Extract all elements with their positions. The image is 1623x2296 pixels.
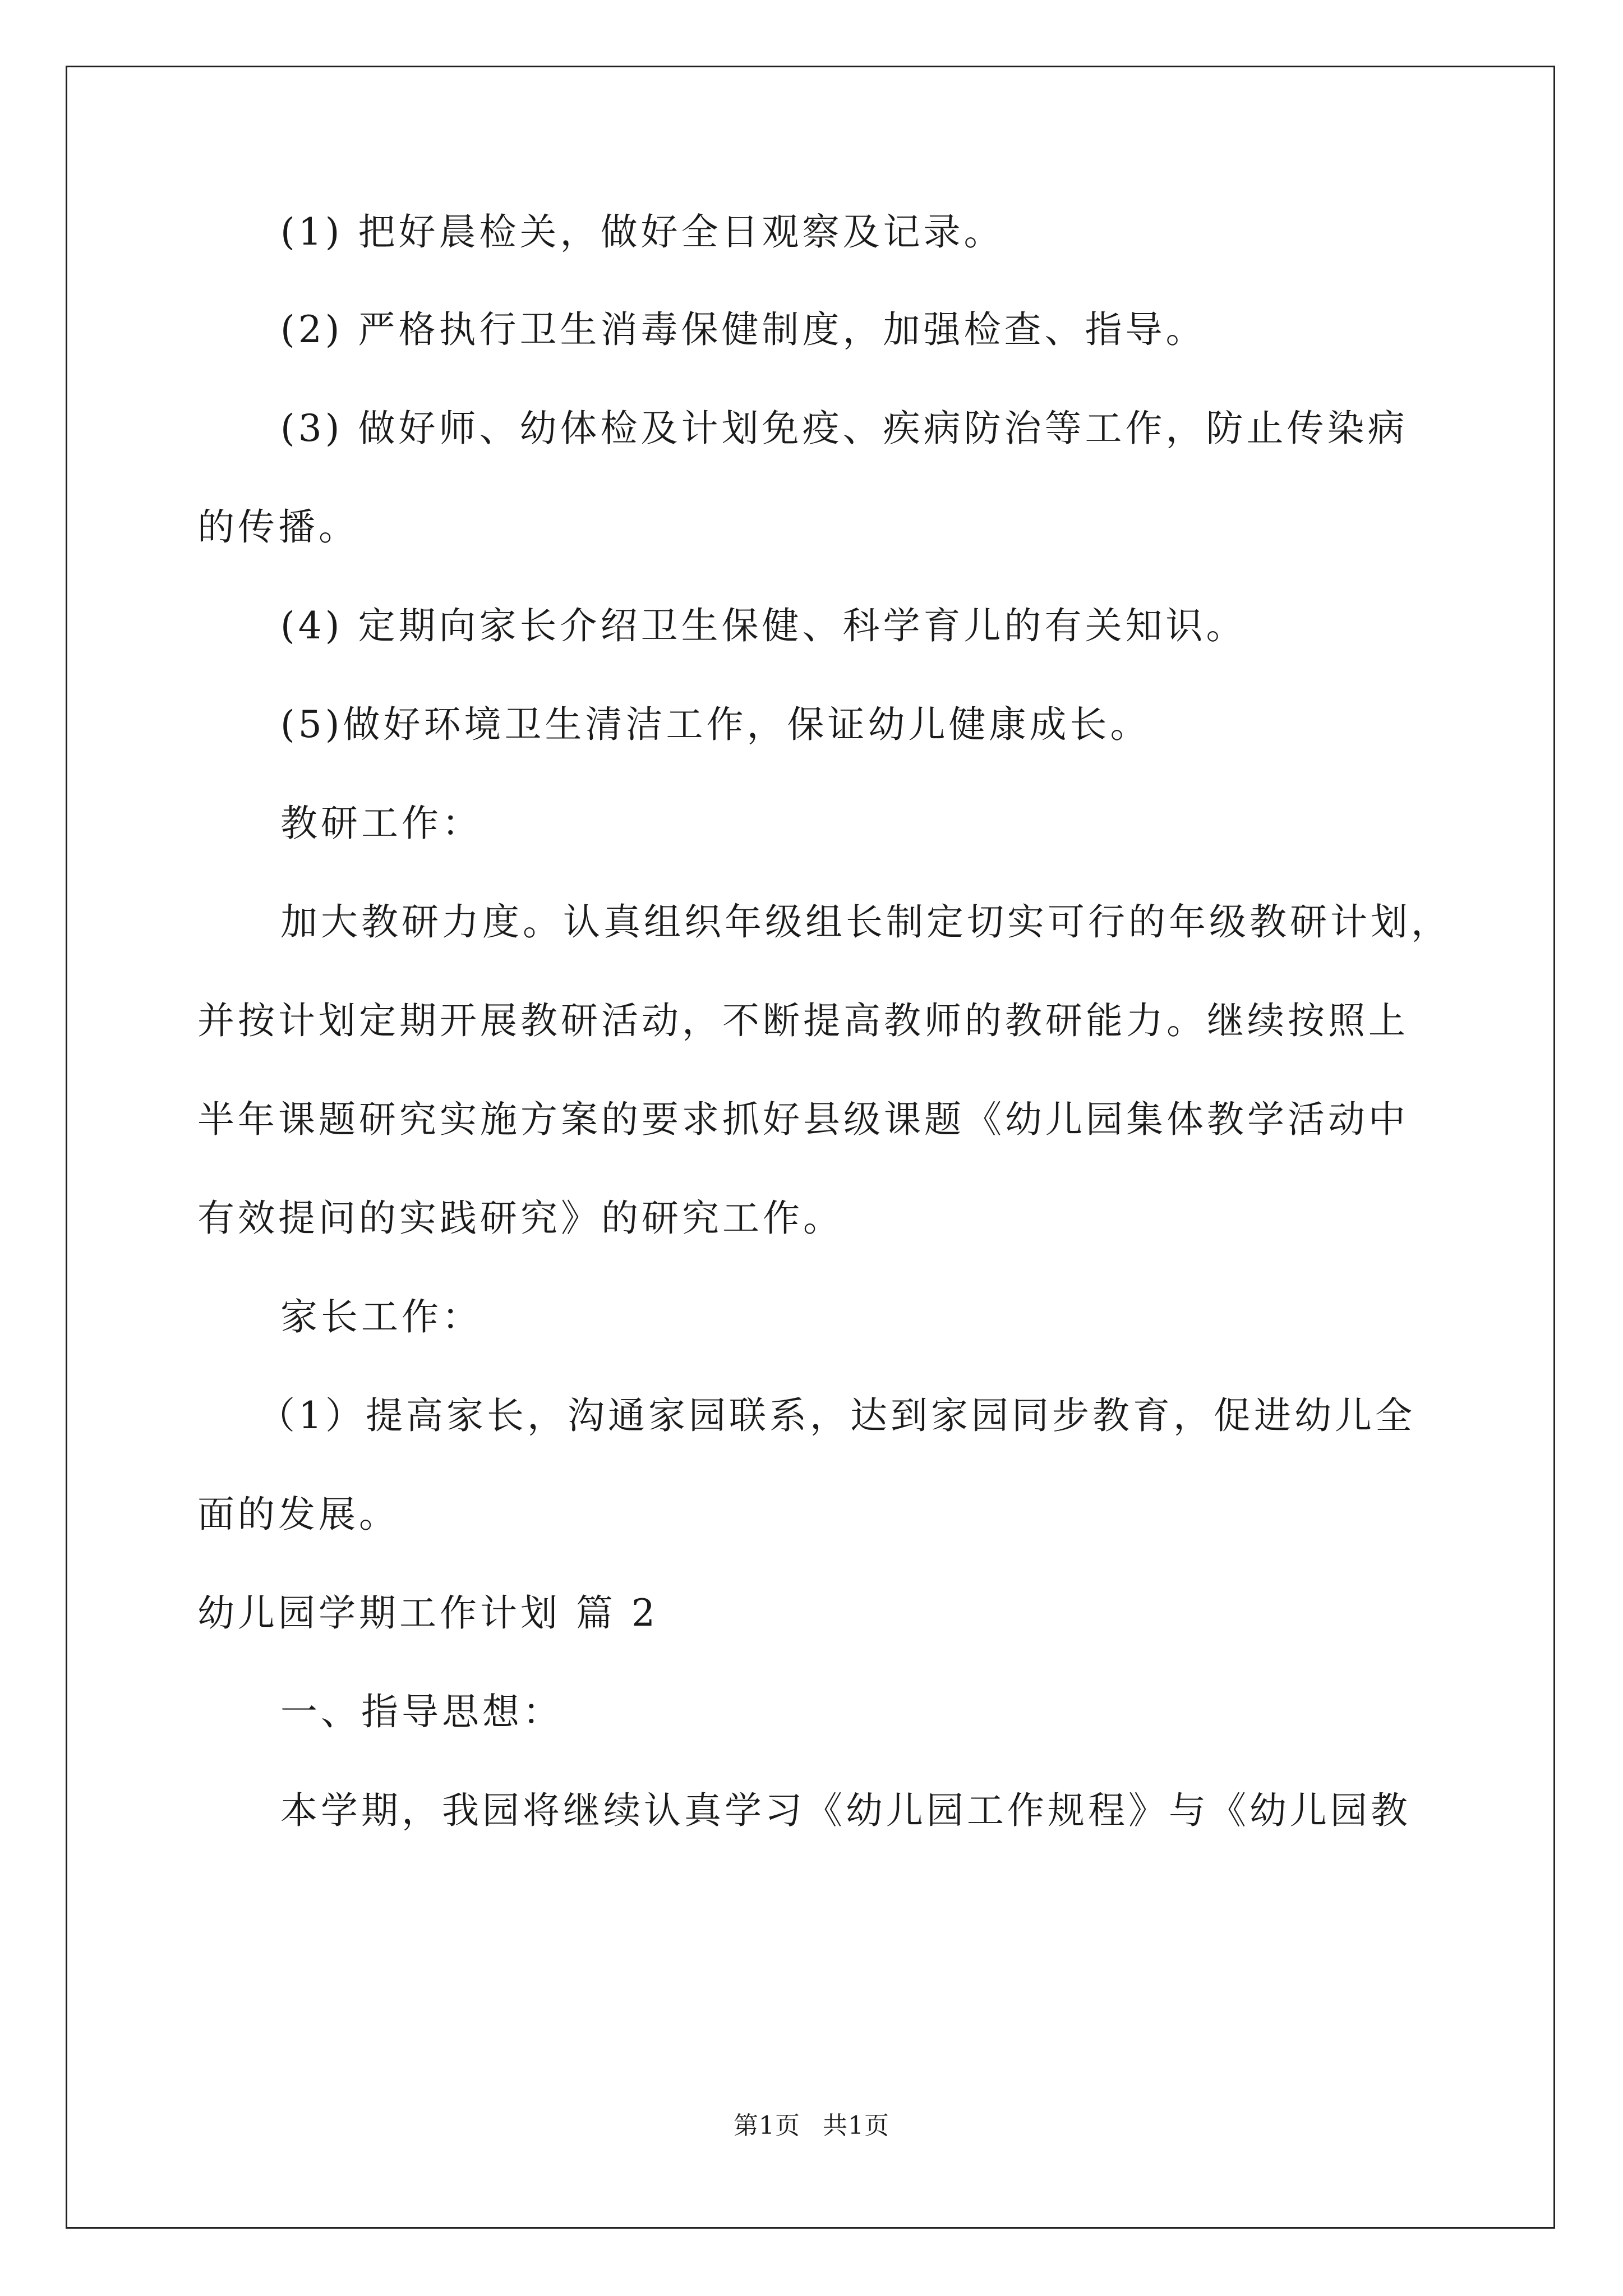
text-line: 有效提问的实践研究》的研究工作。 [197, 1197, 843, 1240]
text-line: 面的发展。 [197, 1493, 399, 1536]
text-line: (4) 定期向家长介绍卫生保健、科学育儿的有关知识。 [280, 604, 1247, 647]
page-number: 第1页 [734, 2111, 800, 2140]
text-line: （1）提高家长，沟通家园联系，达到家园同步教育，促进幼儿全 [258, 1394, 1415, 1437]
section-heading: 家长工作： [280, 1295, 482, 1338]
document-title: 幼儿园学期工作计划 篇 2 [197, 1591, 658, 1635]
text-line: 本学期，我园将继续认真学习《幼儿园工作规程》与《幼儿园教 [280, 1789, 1411, 1832]
page-footer [0, 2109, 1623, 2143]
text-line: 加大教研力度。认真组织年级组长制定切实可行的年级教研计划， [280, 900, 1451, 944]
page-total: 共1页 [823, 2111, 889, 2140]
section-heading: 一、指导思想： [280, 1690, 563, 1733]
text-line: (5)做好环境卫生清洁工作，保证幼儿健康成长。 [280, 703, 1151, 746]
text-line: 的传播。 [197, 505, 359, 549]
text-line: (3) 做好师、幼体检及计划免疫、疾病防治等工作，防止传染病 [280, 407, 1408, 450]
section-heading: 教研工作： [280, 802, 482, 845]
text-line: (1) 把好晨检关，做好全日观察及记录。 [280, 210, 1004, 254]
text-line: (2) 严格执行卫生消毒保健制度，加强检查、指导。 [280, 308, 1206, 351]
page-border [66, 66, 1555, 2229]
text-line: 并按计划定期开展教研活动，不断提高教师的教研能力。继续按照上 [197, 999, 1409, 1042]
text-line: 半年课题研究实施方案的要求抓好县级课题《幼儿园集体教学活动中 [197, 1098, 1409, 1141]
